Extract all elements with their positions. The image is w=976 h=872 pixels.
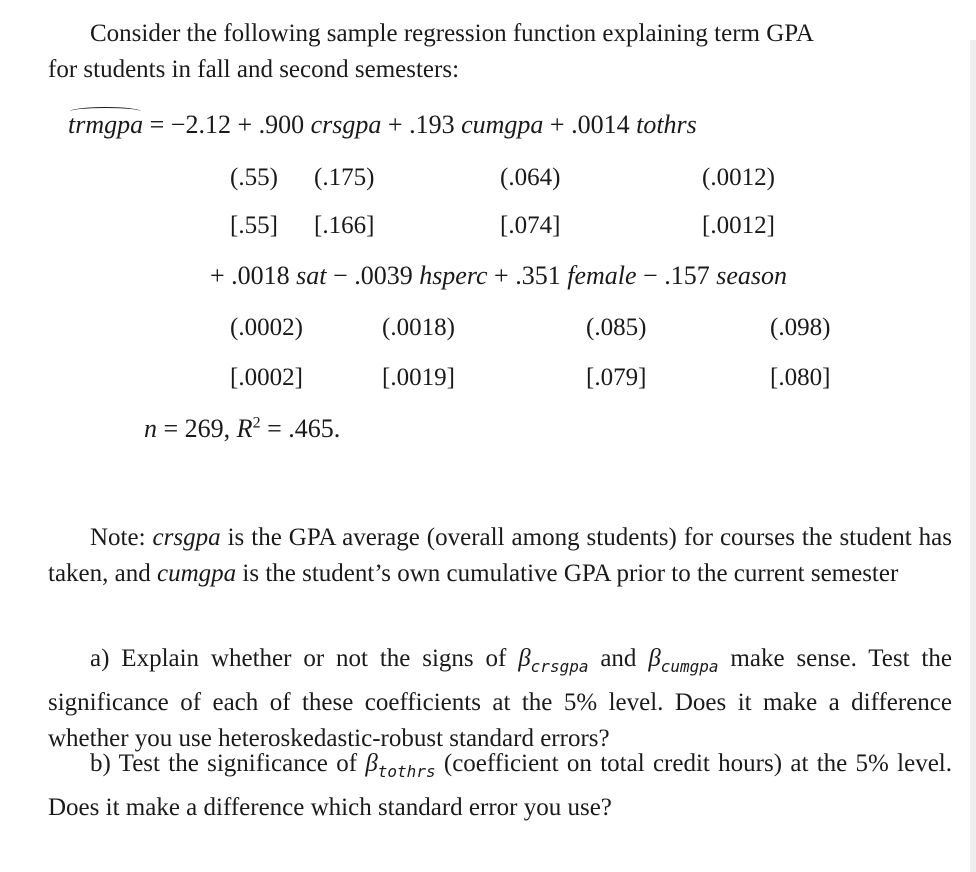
question-a-part2: and	[588, 645, 649, 672]
var-hsperc: hsperc	[419, 261, 488, 290]
robust-se-cumgpa: [.074]	[500, 212, 561, 239]
robust-se-sat: [.0002]	[230, 364, 303, 391]
se-hsperc: (.0018)	[382, 314, 455, 341]
var-sat: sat	[296, 261, 327, 290]
r2-superscript: 2	[252, 414, 261, 432]
se-sat: (.0002)	[230, 314, 303, 341]
var-cumgpa: cumgpa	[461, 110, 544, 139]
coef-sat: .0018	[231, 261, 290, 290]
se-cumgpa: (.064)	[500, 164, 561, 191]
se-intercept: (.55)	[230, 164, 278, 191]
coef-season: .157	[664, 261, 710, 290]
coef-female: .351	[515, 261, 561, 290]
note-prefix: Note:	[90, 524, 153, 551]
note-crsgpa: crsgpa	[152, 524, 221, 551]
question-b-part1: b) Test the significance of	[90, 750, 366, 777]
se-season: (.098)	[770, 314, 831, 341]
intro-line1: Consider the following sample regression function explaining term GPA	[90, 20, 814, 47]
robust-se-tothrs: [.0012]	[702, 212, 775, 239]
var-tothrs: tothrs	[636, 110, 697, 139]
note-cumgpa: cumgpa	[156, 560, 237, 587]
equals-sign: =	[149, 110, 165, 139]
robust-se-season: [.080]	[770, 364, 831, 391]
question-a-part3: make sense. Test the significance of each of these coefficients at the 5% level. Does it make a difference whether you use heteroskedastic-robust standard errors?	[48, 645, 952, 752]
n-value: 269	[184, 414, 224, 443]
question-b-part2: (coefficient on total credit hours) at the 5% level. Does it make a difference which standard error you use?	[48, 750, 952, 821]
n-label: n	[144, 414, 157, 443]
intercept: −2.12	[170, 110, 231, 139]
var-season: season	[716, 261, 787, 290]
var-female: female	[567, 261, 637, 290]
coef-tothrs: .0014	[571, 110, 630, 139]
beta-cumgpa-subscript: cumgpa	[660, 657, 719, 676]
robust-se-hsperc: [.0019]	[382, 364, 455, 391]
equation-row-2: + .0018 sat − .0039 hsperc + .351 female − .157 season	[210, 261, 787, 290]
equation-row-1: trmgpa = −2.12 + .900 crsgpa + .193 cumgpa + .0014 tothrs	[68, 110, 697, 139]
dependent-variable: trmgpa	[68, 110, 144, 139]
robust-se-crsgpa: [.166]	[314, 212, 375, 239]
r2-label: R	[236, 414, 253, 443]
note-paragraph	[48, 520, 952, 592]
question-a-part1: a) Explain whether or not the signs of	[90, 645, 519, 672]
question-b: b) Test the significance of $\beta_{tothrs}$ (coefficient on total credit hours) at the 5% level. Does it make a difference which standard error you use?	[48, 750, 952, 821]
var-crsgpa: crsgpa	[310, 110, 382, 139]
robust-se-intercept: [.55]	[230, 212, 278, 239]
regression-stats: n = 269, $R^2 = .465$.	[144, 414, 341, 443]
beta-crsgpa-subscript: crsgpa	[530, 657, 589, 676]
question-a: a) Explain whether or not the signs of $\beta_{crsgpa}$ and $\beta_{cumgpa}$ make sense. Test the significance of each of these coefficients at the 5% level. Does it make a difference whether you use heteroskedastic-robust standard errors?	[48, 645, 952, 752]
robust-se-female: [.079]	[586, 364, 647, 391]
se-crsgpa: (.175)	[314, 164, 375, 191]
note-mid1: is the GPA average (overall among students) for courses the student has taken, and	[48, 524, 952, 587]
coef-cumgpa: .193	[409, 110, 455, 139]
se-tothrs: (.0012)	[702, 164, 775, 191]
note-mid2: is the student’s own cumulative GPA prior to the current semester	[236, 560, 899, 587]
coef-crsgpa: .900	[258, 110, 305, 139]
r2-value: .465.	[288, 414, 341, 443]
intro-paragraph	[48, 16, 952, 88]
intro-line2: for students in fall and second semesters:	[48, 56, 460, 83]
coef-hsperc: .0039	[354, 261, 413, 290]
page-edge	[970, 40, 976, 872]
se-female: (.085)	[586, 314, 647, 341]
beta-tothrs-subscript: tothrs	[377, 762, 436, 781]
